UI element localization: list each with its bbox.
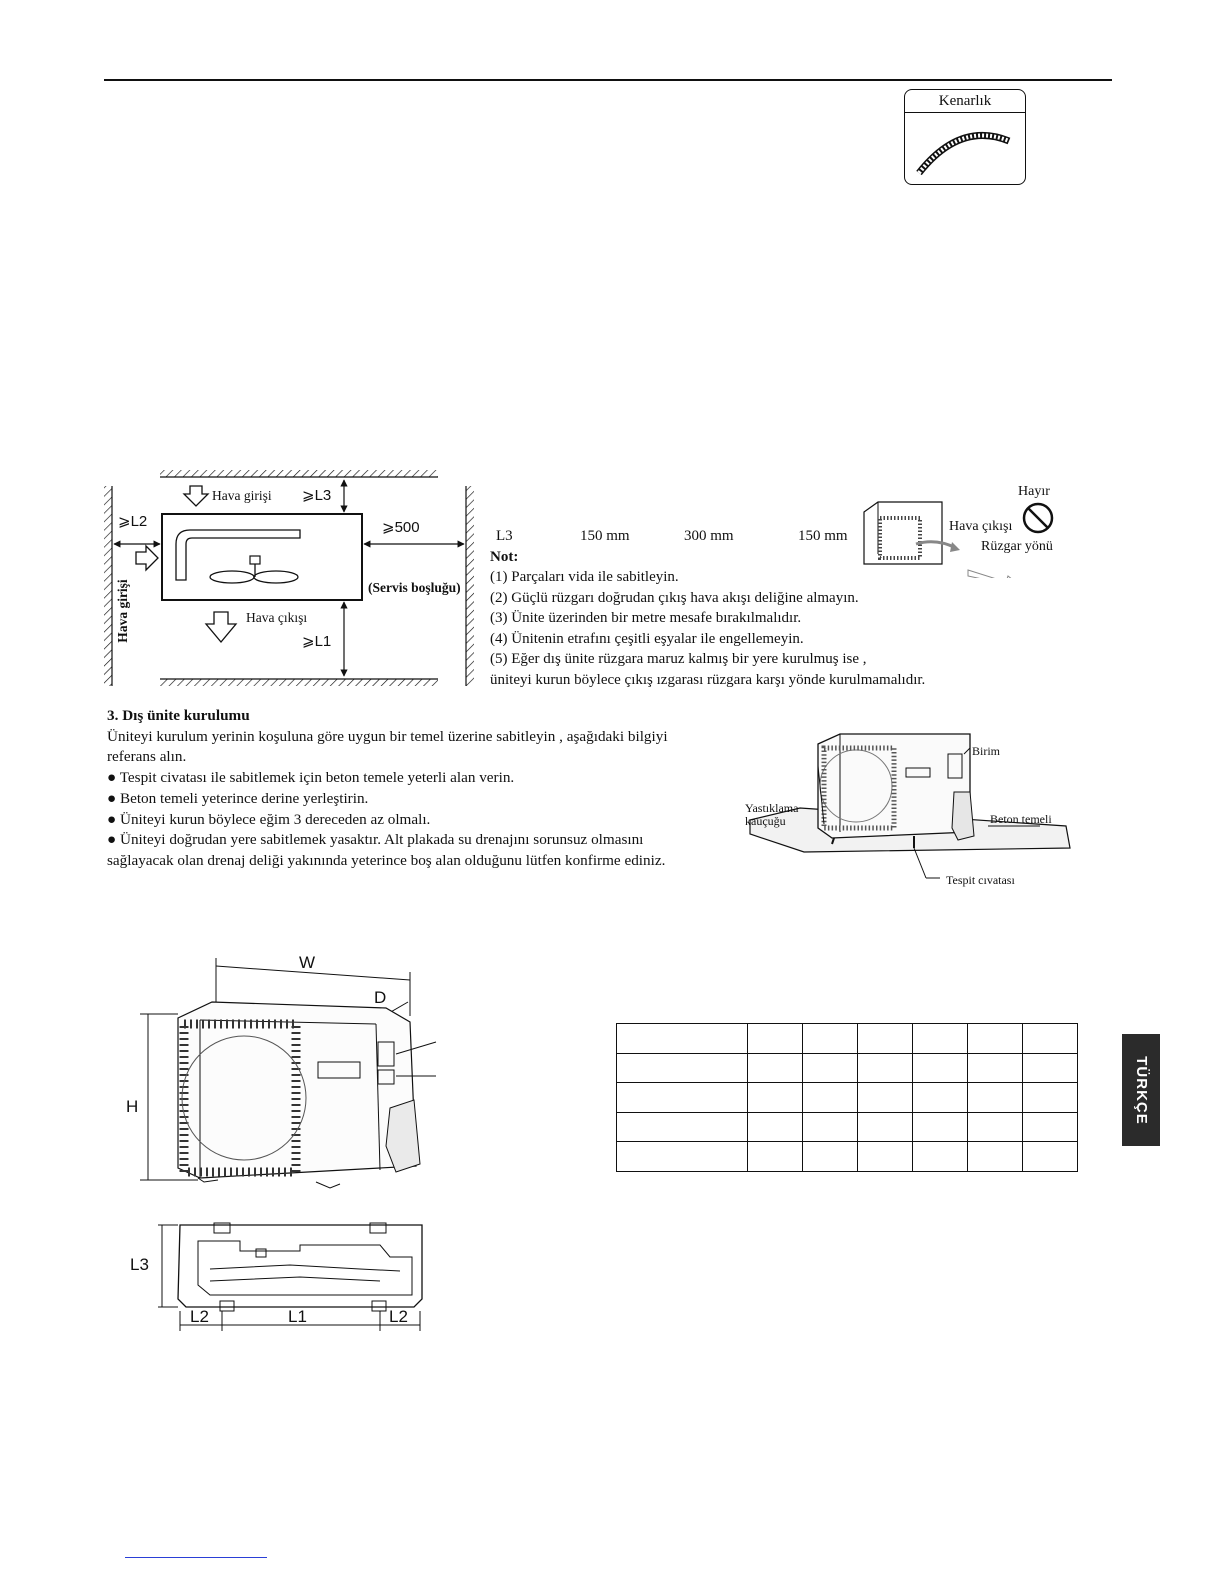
flange-icon [905,113,1025,183]
language-tab [1122,1034,1160,1146]
diagram-air-inlet-side: Hava girişi [115,579,130,643]
wind-direction: Rüzgar yönü [981,539,1053,554]
section-3-bullet: sağlayacak olan drenaj deliği yakınında yeterince boş alan olduğunu lütfen konfirme ediniz. [107,851,666,869]
notes-title: Not: [490,548,519,565]
diagram-service-space: (Servis boşluğu) [368,580,461,595]
diagram-500: ⩾500 [382,519,420,536]
dimension-l3: L3 [130,1255,149,1274]
wind-air-outlet: Hava çıkışı [949,519,1013,534]
diagram-l1: ⩾L1 [302,633,332,650]
notes-block [490,526,990,690]
section-3-bullet: ● Üniteyi doğrudan yere sabitlemek yasaktır. Alt plakada su drenajını sorunsuz olmasını [107,831,644,849]
table-row [617,1083,1078,1113]
foundation-cushion: Yastıklama [745,801,799,815]
bottom-link-rule [125,1557,267,1558]
note-item: üniteyi kurun böylece çıkış ızgarası rüzgara karşı yönde kurulmamalıdır. [490,671,926,688]
section-3-bullet: ● Tespit civatası ile sabitlemek için beton temele yeterli alan verin. [107,769,515,787]
wind-no-label: Hayır [1018,484,1050,499]
l3-label: L3 [496,528,513,544]
l3-value-3: 150 mm [798,528,848,544]
diagram-air-inlet-top: Hava girişi [212,488,272,503]
dimension-h: H [126,1097,139,1116]
section-3-bullet: ● Üniteyi kurun böylece eğim 3 dereceden az olmalı. [107,810,431,828]
note-item: (5) Eğer dış ünite rüzgara maruz kalmış bir yere kurulmuş ise , [490,651,867,667]
table-row [617,1053,1078,1083]
note-item: (2) Güçlü rüzgarı doğrudan çıkış hava akışı deliğine almayın. [490,589,859,606]
diagram-l2: ⩾L2 [118,513,148,530]
foundation-cushion-2: kauçuğu [745,814,786,828]
outdoor-unit-dimension-figure [120,950,450,1200]
language-tab-label: TÜRKÇE [1132,1055,1150,1125]
kenarlik-box [904,89,1026,185]
dimension-d: D [374,988,387,1007]
dimension-w: W [299,953,316,972]
l3-value-2: 300 mm [684,528,734,544]
note-item: (3) Ünite üzerinden bir metre mesafe bırakılmalıdır. [490,610,802,626]
top-rule [104,79,1112,81]
section-3-intro: Üniteyi kurulum yerinin koşuluna göre uygun bir temel üzerine sabitleyin , aşağıdaki bilgiyi [107,727,668,745]
dimension-l1: L1 [288,1307,307,1326]
foundation-concrete: Beton temeli [990,812,1052,826]
foundation-unit: Birim [972,744,1001,758]
dimension-l2-right: L2 [389,1307,408,1326]
note-item: (1) Parçaları vida ile sabitleyin. [490,569,679,585]
prohibited-icon [1024,504,1052,532]
table-row [617,1024,1078,1054]
l3-value-1: 150 mm [580,528,630,544]
note-item: (4) Ünitenin etrafını çeşitli eşyalar ile engellemeyin. [490,630,804,647]
kenarlik-label: Kenarlık [905,90,1025,113]
dimension-table [616,1023,1078,1172]
section-3 [107,706,742,872]
diagram-l3: ⩾L3 [302,487,332,504]
table-row [617,1112,1078,1142]
section-3-title: 3. Dış ünite kurulumu [107,707,250,724]
table-row [617,1142,1078,1172]
dimension-l2-left: L2 [190,1307,209,1326]
section-3-intro: referans alın. [107,748,187,766]
l3-values-row [490,526,990,547]
foundation-bolt: Tespit cıvatası [946,873,1015,887]
section-3-bullet: ● Beton temeli yeterince derine yerleştirin. [107,789,369,807]
diagram-air-outlet: Hava çıkışı [246,610,308,625]
